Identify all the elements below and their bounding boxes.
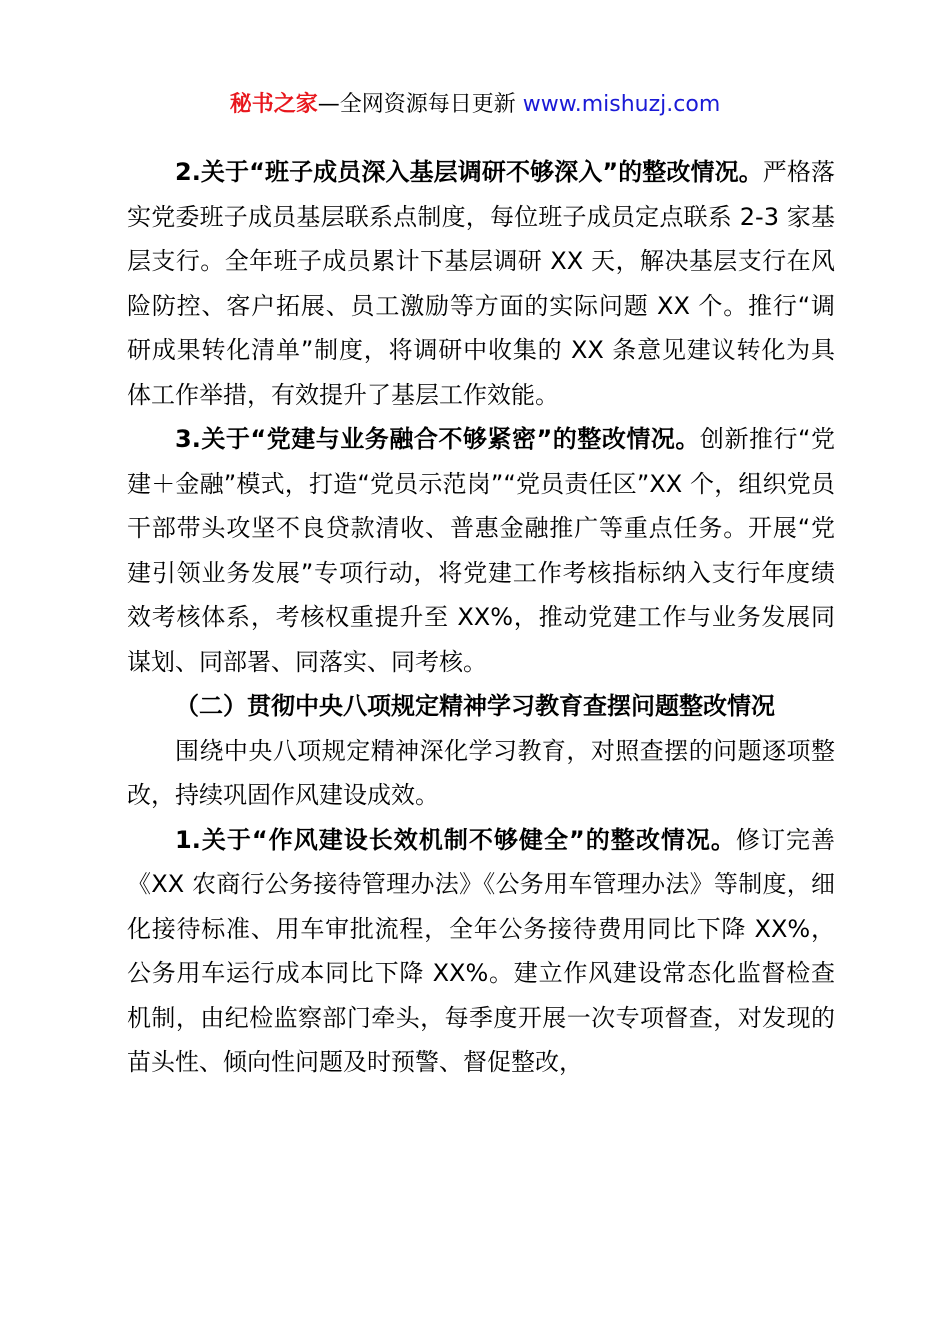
site-url-link[interactable]: www.mishuzj.com: [522, 92, 721, 117]
paragraph-lead: 2.关于“班子成员深入基层调研不够深入”的整改情况。: [175, 158, 763, 186]
paragraph-item-3: [127, 417, 835, 684]
document-body: [127, 150, 835, 1085]
paragraph-item-1: [127, 818, 835, 1085]
paragraph-text: 创新推行“党建＋金融”模式，打造“党员示范岗”“党员责任区”XX 个，组织党员干部带头攻坚不良贷款清收、普惠金融推广等重点任务。开展“党建引领业务发展”专项行动，将党建工作考核指标纳入支行年度绩效考核体系，考核权重提升至 XX%，推动党建工作与业务发展同谋划、同部署、同落实、同考核。: [127, 425, 835, 676]
page-header: [0, 88, 950, 122]
paragraph-lead: 1.关于“作风建设长效机制不够健全”的整改情况。: [175, 825, 736, 854]
section-heading: （二）贯彻中央八项规定精神学习教育查摆问题整改情况: [175, 692, 775, 720]
section-intro: 围绕中央八项规定精神深化学习教育，对照查摆的问题逐项整改，持续巩固作风建设成效。: [127, 736, 835, 809]
paragraph-lead: 3.关于“党建与业务融合不够紧密”的整改情况。: [175, 425, 700, 453]
header-tagline: —全网资源每日更新: [317, 92, 523, 117]
paragraph-item-2: [127, 150, 835, 417]
paragraph-text: 严格落实党委班子成员基层联系点制度，每位班子成员定点联系 2-3 家基层支行。全年班子成员累计下基层调研 XX 天，解决基层支行在风险防控、客户拓展、员工激励等方面的实际问题 XX 个。推行“调研成果转化清单”制度，将调研中收集的 XX 条意见建议转化为具体工作举措，有效提升了基层工作效能。: [127, 158, 835, 409]
paragraph-text: 修订完善《XX 农商行公务接待管理办法》《公务用车管理办法》等制度，细化接待标准、用车审批流程，全年公务接待费用同比下降 XX%，公务用车运行成本同比下降 XX%。建立作风建设常态化监督检查机制，由纪检监察部门牵头，每季度开展一次专项督查，对发现的苗头性、倾向性问题及时预警、督促整改，: [127, 825, 835, 1076]
brand-name: 秘书之家: [229, 92, 318, 117]
